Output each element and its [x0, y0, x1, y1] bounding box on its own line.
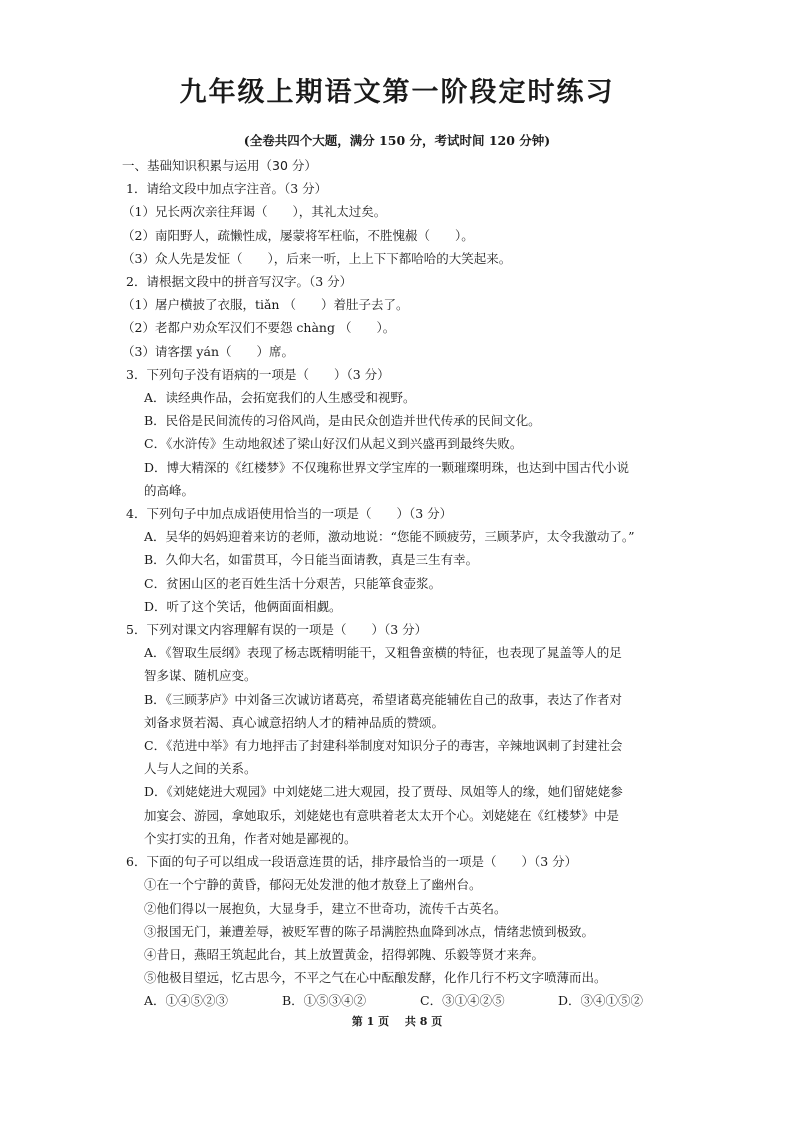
- question-3-option-a: A．读经典作品，会拓宽我们的人生感受和视野。: [144, 390, 416, 406]
- section-heading: 一、基础知识积累与运用（30 分）: [122, 158, 317, 173]
- question-6-option-b: B．①⑤③④②: [282, 993, 367, 1009]
- question-2-item: （3）请客摆 yán（ ）席。: [122, 343, 294, 359]
- question-5-option-d-cont: 个实打实的丑角，作者对她是鄙视的。: [144, 830, 357, 846]
- question-6-stem: 6．下面的句子可以组成一段语意连贯的话，排序最恰当的一项是（ ）（3 分）: [126, 854, 578, 870]
- question-5-option-c: C．《范进中举》有力地抨击了封建科举制度对知识分子的毒害，辛辣地讽刺了封建社会: [144, 738, 623, 754]
- question-4-option-b: B．久仰大名，如雷贯耳，今日能当面请教，真是三生有幸。: [144, 552, 479, 568]
- question-6-sentence: ①在一个宁静的黄昏，郁闷无处发泄的他才敖登上了幽州台。: [144, 877, 482, 893]
- question-4-option-c: C．贫困山区的老百姓生活十分艰苦，只能箪食壶浆。: [144, 575, 442, 591]
- question-1-item: （2）南阳野人，疏懒性成，屡蒙将军枉临，不胜愧赧（ ）。: [122, 227, 474, 243]
- question-5-option-d-cont: 加宴会、游园，拿她取乐，刘姥姥也有意哄着老太太开个心。刘姥姥在《红楼梦》中是: [144, 807, 620, 823]
- page-title: 九年级上期语文第一阶段定时练习: [179, 77, 615, 108]
- question-5-stem: 5．下列对课文内容理解有误的一项是（ ）（3 分）: [126, 622, 428, 638]
- question-6-sentence: ③报国无门，兼遭差辱，被贬军曹的陈子昂满腔热血降到冰点，情绪悲愤到极致。: [144, 923, 595, 939]
- question-2-item: （1）屠户横披了衣服，tiǎn （ ）着肚子去了。: [122, 297, 409, 313]
- question-5-option-a: A．《智取生辰纲》表现了杨志既精明能干，又粗鲁蛮横的特征，也表现了晁盖等人的足: [144, 645, 622, 661]
- question-6-option-c: C．③①④②⑤: [420, 993, 505, 1009]
- exam-content: [122, 154, 682, 1013]
- question-5-option-a-cont: 智多谋、随机应变。: [144, 668, 257, 684]
- question-6-sentence: ④昔日，燕昭王筑起此台，其上放置黄金，招得郭隗、乐毅等贤才来奔。: [144, 946, 545, 962]
- question-3-stem: 3．下列句子没有语病的一项是（ ）（3 分）: [126, 366, 390, 382]
- question-4-option-d: D．听了这个笑话，他俩面面相觑。: [144, 598, 342, 614]
- question-6-option-d: D．③④①⑤②: [558, 993, 644, 1009]
- question-6-options: [122, 989, 682, 1012]
- question-6-sentence: ②他们得以一展抱负，大显身手，建立不世奇功，流传千古英名。: [144, 900, 507, 916]
- question-5-option-b: B．《三顾茅庐》中刘备三次诚访诸葛亮，希望诸葛亮能辅佐自己的敌事，表达了作者对: [144, 691, 622, 707]
- question-5-option-c-cont: 人与人之间的关系。: [144, 761, 257, 777]
- page-number: 第 1 页: [351, 1015, 390, 1028]
- question-1-stem: 1．请给文段中加点字注音。（3 分）: [126, 181, 328, 197]
- question-2-item: （2）老都户劝众军汉们不要怨 chàng （ ）。: [122, 320, 396, 336]
- question-3-option-d-cont: 的高峰。: [144, 482, 195, 498]
- page-footer: [0, 1013, 794, 1029]
- question-4-stem: 4．下列句子中加点成语使用恰当的一项是（ ）（3 分）: [126, 506, 453, 522]
- question-3-option-b: B．民俗是民间流传的习俗风尚，是由民众创造并世代传承的民间文化。: [144, 413, 541, 429]
- question-3-option-c: C．《水浒传》生动地叙述了梁山好汉们从起义到兴盛再到最终失败。: [144, 436, 523, 452]
- question-5-option-d: D．《刘姥姥进大观园》中刘姥姥二进大观园，投了贾母、凤姐等人的缘，她们留姥姥参: [144, 784, 623, 800]
- question-4-option-a: A．吴华的妈妈迎着来访的老师，激动地说：“您能不顾疲劳，三顾茅庐，太令我激动了。”: [144, 529, 635, 545]
- page-total: 共 8 页: [404, 1015, 443, 1028]
- question-6-sentence: ⑤他极目望远，忆古思今，不平之气在心中酝酿发酵，化作几行不朽文字喷薄而出。: [144, 970, 607, 986]
- exam-instructions: (全卷共四个大题，满分 150 分，考试时间 120 分钟): [243, 133, 551, 148]
- question-2-stem: 2．请根据文段中的拼音写汉字。（3 分）: [126, 274, 353, 290]
- question-1-item: （1）兄长两次亲往拜谒（ ），其礼太过矣。: [122, 204, 387, 220]
- question-3-option-d: D．博大精深的《红楼梦》不仅瑰称世界文学宝库的一颗璀璨明珠，也达到中国古代小说: [144, 459, 630, 475]
- question-5-option-b-cont: 刘备求贤若渴、真心诚意招纳人才的精神品质的赞颂。: [144, 714, 445, 730]
- question-6-option-a: A．①④⑤②③: [144, 993, 229, 1009]
- question-1-item: （3）众人先是发怔（ ），后来一听，上上下下都哈哈的大笑起来。: [122, 250, 512, 266]
